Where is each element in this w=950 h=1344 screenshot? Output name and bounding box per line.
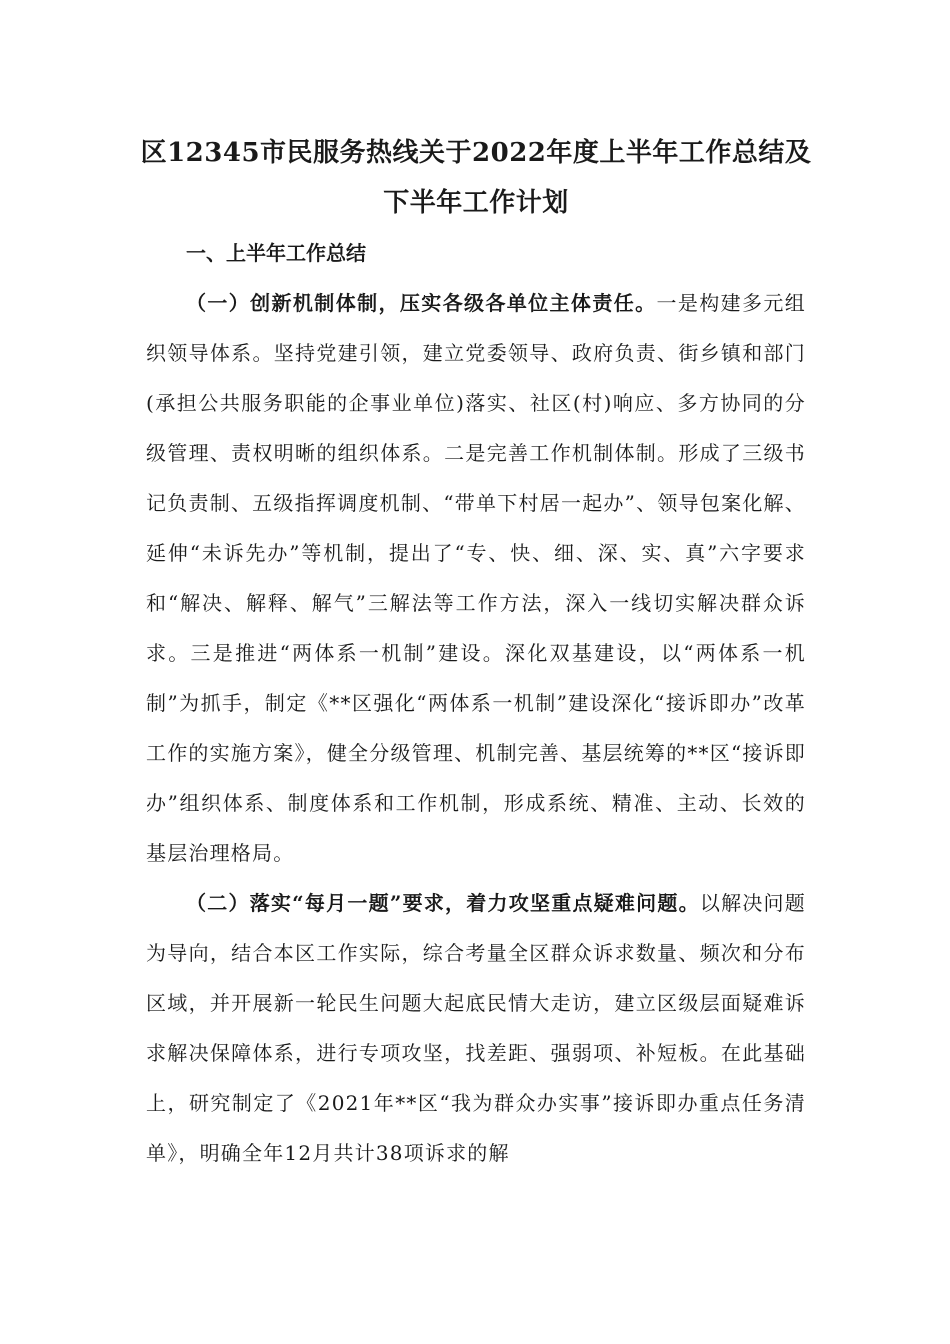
- document-title: 区12345市民服务热线关于2022年度上半年工作总结及下半年工作计划: [140, 138, 812, 218]
- paragraph-2-lead: （二）落实“每月一题”要求，着力攻坚重点疑难问题。: [186, 891, 700, 915]
- paragraph-1-body: 一是构建多元组织领导体系。坚持党建引领，建立党委领导、政府负责、街乡镇和部门(承担公共服务职能的企事业单位)落实、社区(村)响应、多方协同的分级管理、责权明晰的组织体系。二是完善工作机制体制。形成了三级书记负责制、五级指挥调度机制、“带单下村居一起办”、领导包案化解、延伸“未诉先办”等机制，提出了“专、快、细、深、实、真”六字要求和“解决、解释、解气”三解法等工作方法，深入一线切实解决群众诉求。三是推进“两体系一机制”建设。深化双基建设，以“两体系一机制”为抓手，制定《**区强化“两体系一机制”建设深化“接诉即办”改革工作的实施方案》，健全分级管理、机制完善、基层统筹的**区“接诉即办”组织体系、制度体系和工作机制，形成系统、精准、主动、长效的基层治理格局。: [146, 291, 806, 865]
- paragraph-1-lead: （一）创新机制体制，压实各级各单位主体责任。: [186, 291, 657, 315]
- section-heading: 一、上半年工作总结: [186, 241, 366, 265]
- document-page: [140, 128, 812, 1178]
- paragraph-2-body: 以解决问题为导向，结合本区工作实际，综合考量全区群众诉求数量、频次和分布区域，并开展新一轮民生问题大起底民情大走访，建立区级层面疑难诉求解决保障体系，进行专项攻坚，找差距、强弱项、补短板。在此基础上，研究制定了《2021年**区“我为群众办实事”接诉即办重点任务清单》，明确全年12月共计38项诉求的解: [146, 891, 806, 1165]
- paragraph-2: [146, 878, 806, 1178]
- paragraph-1: [146, 278, 806, 878]
